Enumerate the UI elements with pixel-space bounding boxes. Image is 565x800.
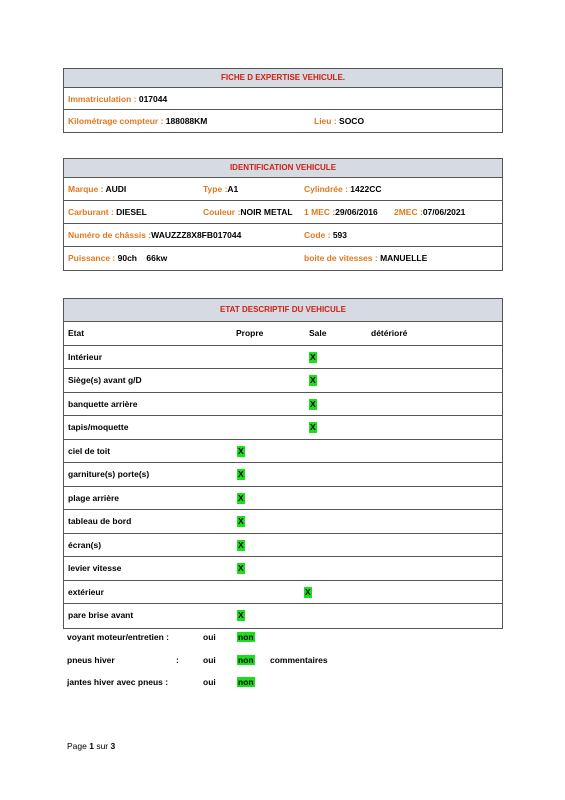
etat-row-label: écran(s) <box>68 539 102 550</box>
type-value: A1 <box>227 184 239 194</box>
etat-row <box>64 604 502 628</box>
etat-row-label: plage arrière <box>68 492 120 503</box>
km-value: 188088KM <box>165 116 208 126</box>
check-mark: X <box>238 492 244 503</box>
km-label: Kilométrage compteur : <box>68 116 166 126</box>
ident-row-3 <box>64 224 502 247</box>
etat-header-row <box>64 322 502 346</box>
check-mark: X <box>238 469 244 479</box>
identification-box <box>63 158 503 271</box>
identification-title: IDENTIFICATION VEHICULE <box>64 159 502 178</box>
marque-value: AUDI <box>105 184 127 194</box>
etat-row-label: banquette arrière <box>68 398 138 409</box>
check-mark: X <box>238 539 244 550</box>
fiche-title: FICHE D EXPERTISE VEHICULE. <box>64 69 502 88</box>
ident-row-1 <box>64 178 502 201</box>
cylindree-label: Cylindrée : <box>304 184 351 194</box>
type-label: Type : <box>203 184 228 194</box>
etat-descriptif-box <box>63 298 503 629</box>
jantes-label: jantes hiver avec pneus : <box>67 677 169 687</box>
mec1-value: 29/06/2016 <box>335 207 378 217</box>
etat-row-label: tableau de bord <box>68 516 132 526</box>
lieu-value: SOCO <box>339 116 365 126</box>
etat-row <box>64 440 502 464</box>
pneus-oui: oui <box>203 655 216 665</box>
ident-row-4 <box>64 247 502 270</box>
carburant-label: Carburant : <box>68 207 117 217</box>
check-mark: X <box>238 563 244 573</box>
col-etat: Etat <box>68 328 85 338</box>
etat-row-label: Intérieur <box>68 351 103 362</box>
check-mark: X <box>238 445 244 456</box>
boite-label: boite de vitesses : <box>304 253 381 263</box>
check-mark: X <box>310 351 316 362</box>
puissance-label: Puissance : <box>68 253 118 263</box>
cylindree-value: 1422CC <box>350 184 382 194</box>
mec2-value: 07/06/2021 <box>422 207 466 217</box>
etat-row-label: Siège(s) avant g/D <box>68 375 142 385</box>
etat-row-label: tapis/moquette <box>68 422 129 432</box>
check-mark: X <box>238 516 244 526</box>
mec1-label: 1 MEC : <box>304 207 336 217</box>
ident-row-2 <box>64 201 502 224</box>
etat-title: ETAT DESCRIPTIF DU VEHICULE <box>64 299 502 322</box>
mec2-label: 2MEC : <box>394 207 423 217</box>
immat-value: 017044 <box>138 94 168 104</box>
immat-row <box>64 88 502 110</box>
pneus-label: pneus hiver <box>67 655 115 665</box>
couleur-label: Couleur : <box>203 207 241 217</box>
pneus-colon: : <box>176 655 179 665</box>
page-number: 1 <box>89 741 94 751</box>
marque-label: Marque : <box>68 184 106 194</box>
etat-row <box>64 416 502 440</box>
etat-rows <box>64 346 502 628</box>
check-mark: X <box>238 610 244 620</box>
etat-row-label: levier vitesse <box>68 563 122 573</box>
col-deteriore: détérioré <box>371 328 408 338</box>
etat-row-label: garniture(s) porte(s) <box>68 469 150 479</box>
etat-row <box>64 463 502 487</box>
puissance-value: 90ch 66kw <box>117 253 168 263</box>
couleur-value: NOIR METAL <box>240 207 293 217</box>
col-propre: Propre <box>236 328 264 338</box>
etat-row <box>64 510 502 534</box>
code-value: 593 <box>332 230 347 240</box>
jantes-non: non <box>238 677 254 687</box>
etat-row <box>64 581 502 605</box>
boite-value: MANUELLE <box>380 253 428 263</box>
lieu-label: Lieu : <box>314 116 340 126</box>
etat-row-label: ciel de toit <box>68 445 111 456</box>
chassis-label: Numéro de châssis : <box>68 230 152 240</box>
page-prefix: Page <box>67 741 90 751</box>
etat-row <box>64 487 502 511</box>
etat-row-label: extérieur <box>68 586 104 597</box>
voyant-non: non <box>238 632 254 642</box>
page-total: 3 <box>110 741 116 751</box>
etat-row-label: pare brise avant <box>68 610 134 620</box>
voyant-oui: oui <box>203 632 216 642</box>
voyant-label: voyant moteur/entretien : <box>67 632 170 642</box>
etat-row <box>64 346 502 370</box>
jantes-oui: oui <box>203 677 216 687</box>
fiche-expertise-box <box>63 68 503 133</box>
check-mark: X <box>310 422 316 432</box>
carburant-value: DIESEL <box>116 207 147 217</box>
col-sale: Sale <box>309 328 327 338</box>
check-mark: X <box>310 375 316 385</box>
code-label: Code : <box>304 230 333 240</box>
km-row <box>64 110 502 132</box>
etat-row <box>64 393 502 417</box>
check-mark: X <box>305 586 311 597</box>
pneus-non: non <box>238 655 254 665</box>
chassis-value: WAUZZZ8X8FB017044 <box>151 230 242 240</box>
check-mark: X <box>310 398 316 409</box>
page-footer <box>67 741 115 751</box>
etat-row <box>64 369 502 393</box>
immat-label: Immatriculation : <box>68 94 139 104</box>
commentaires-label: commentaires <box>270 655 328 665</box>
page-mid: sur <box>93 741 111 751</box>
etat-row <box>64 534 502 558</box>
etat-row <box>64 557 502 581</box>
